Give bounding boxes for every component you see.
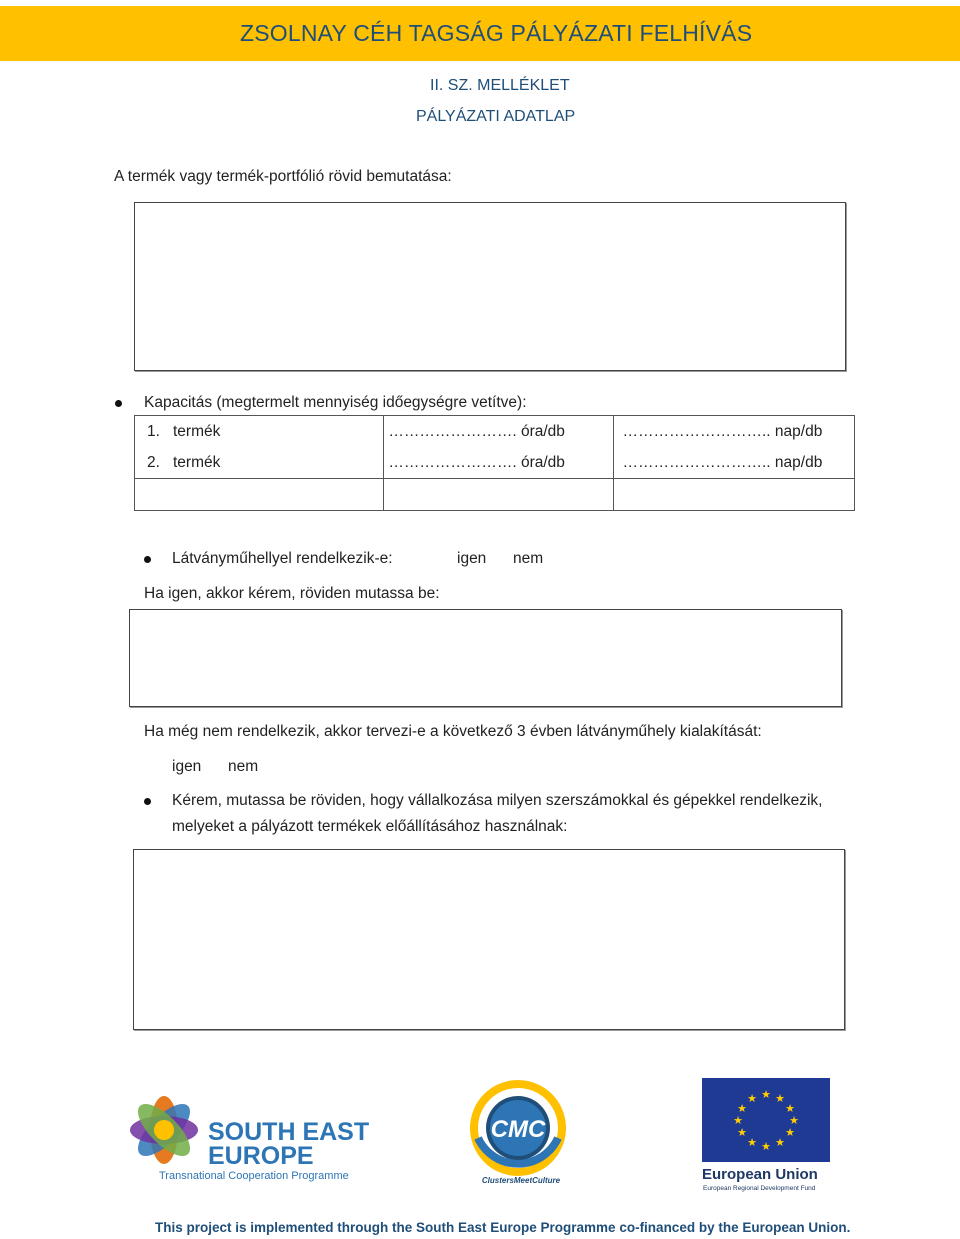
see-subtitle: Transnational Cooperation Programme (159, 1170, 349, 1182)
plan-yes-option[interactable]: igen (172, 758, 202, 775)
svg-text:★: ★ (761, 1089, 771, 1101)
bullet-icon (144, 556, 151, 563)
document-title: ZSOLNAY CÉH TAGSÁG PÁLYÁZATI FELHÍVÁS (240, 20, 753, 46)
cmc-text: CMC (490, 1116, 546, 1143)
capacity-label: Kapacitás (megtermelt mennyiség időegységre vetítve): (144, 394, 527, 411)
tools-description-textbox[interactable] (133, 849, 845, 1030)
showroom-description-textbox[interactable] (129, 609, 842, 707)
showroom-plan-label: Ha még nem rendelkezik, akkor tervezi-e a következő 3 évben látványműhely kialakítását: (144, 723, 762, 740)
bullet-icon (144, 798, 151, 805)
plan-no-option[interactable]: nem (228, 758, 259, 775)
table-cell[interactable] (614, 479, 855, 511)
svg-text:★: ★ (737, 1103, 747, 1115)
product-intro-label: A termék vagy termék-portfólió rövid bemutatása: (114, 168, 452, 185)
showroom-yes-option[interactable]: igen (457, 550, 487, 567)
days-per-unit-field[interactable]: ……………………….. nap/db (614, 416, 855, 448)
table-cell[interactable] (135, 479, 384, 511)
south-east-europe-logo (118, 1080, 373, 1185)
annex-number: II. SZ. MELLÉKLET (430, 77, 570, 94)
hours-per-unit-field[interactable]: ……………………. óra/db (384, 447, 614, 479)
showroom-label: Látványműhellyel rendelkezik-e: (172, 550, 393, 567)
svg-text:★: ★ (733, 1115, 743, 1127)
table-cell[interactable] (384, 479, 614, 511)
row-number: 1. (147, 422, 160, 440)
eu-flag-icon (702, 1078, 830, 1162)
svg-text:★: ★ (775, 1093, 785, 1105)
eu-subtitle: European Regional Development Fund (703, 1185, 816, 1192)
table-row (135, 447, 855, 479)
see-title-line2: EUROPE (208, 1142, 314, 1170)
cmc-logo (468, 1080, 568, 1190)
table-row (135, 416, 855, 448)
see-title-line1: SOUTH EAST (208, 1118, 370, 1146)
tools-label-line2: melyeket a pályázott termékek előállításához használnak: (172, 818, 568, 835)
product-label: termék (173, 453, 221, 471)
table-row-empty (135, 479, 855, 511)
see-flower-icon (118, 1080, 210, 1180)
european-union-logo (702, 1078, 830, 1193)
bullet-icon (115, 400, 122, 407)
cmc-subtitle: ClustersMeetCulture (481, 1176, 561, 1185)
product-intro-textbox[interactable] (134, 202, 846, 371)
footer-note: This project is implemented through the South East Europe Programme co-financed by the European Union. (155, 1220, 851, 1235)
days-per-unit-field[interactable]: ……………………….. nap/db (614, 447, 855, 479)
form-title: PÁLYÁZATI ADATLAP (416, 108, 576, 125)
eu-title: European Union (702, 1166, 818, 1183)
svg-text:★: ★ (761, 1141, 771, 1153)
showroom-if-yes-label: Ha igen, akkor kérem, röviden mutassa be: (144, 585, 440, 602)
svg-text:★: ★ (747, 1137, 757, 1149)
product-label: termék (173, 422, 221, 440)
svg-text:★: ★ (747, 1093, 757, 1105)
svg-text:★: ★ (785, 1103, 795, 1115)
capacity-table (134, 415, 855, 511)
svg-text:★: ★ (737, 1127, 747, 1139)
hours-per-unit-field[interactable]: ……………………. óra/db (384, 416, 614, 448)
tools-label-line1: Kérem, mutassa be röviden, hogy vállalkozása milyen szerszámokkal és gépekkel rendelkezik, (172, 792, 823, 809)
svg-text:★: ★ (789, 1115, 799, 1127)
svg-text:★: ★ (775, 1137, 785, 1149)
row-number: 2. (147, 453, 160, 471)
showroom-no-option[interactable]: nem (513, 550, 544, 567)
svg-text:★: ★ (785, 1127, 795, 1139)
